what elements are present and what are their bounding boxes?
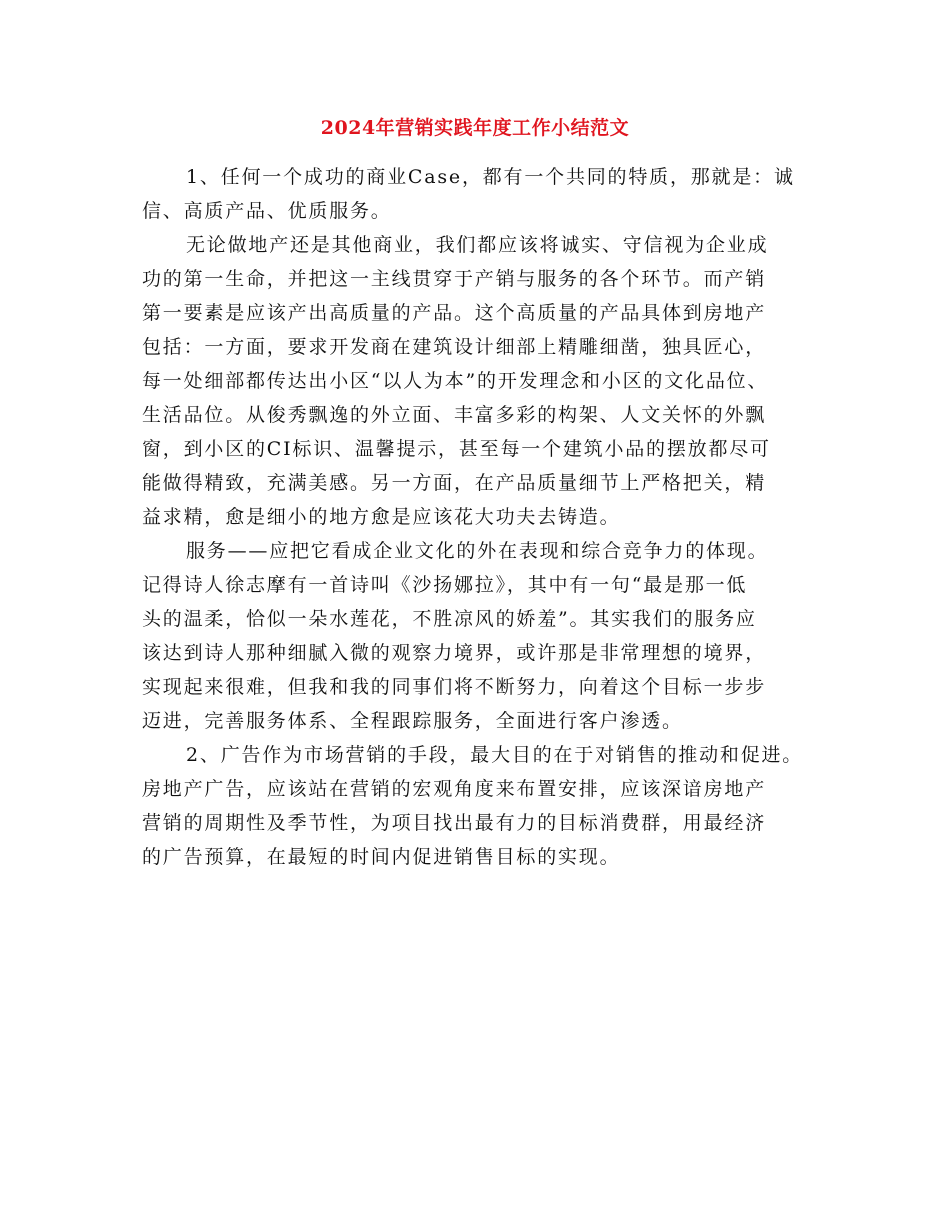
paragraph-line: 包括：一方面，要求开发商在建筑设计细部上精雕细凿，独具匠心， bbox=[142, 336, 767, 358]
paragraph-line: 该达到诗人那种细腻入微的观察力境界，或许那是非常理想的境界， bbox=[142, 642, 767, 664]
paragraph-line: 无论做地产还是其他商业，我们都应该将诚实、守信视为企业成 bbox=[186, 234, 769, 256]
document-body bbox=[142, 160, 822, 874]
paragraph-line: 的广告预算，在最短的时间内促进销售目标的实现。 bbox=[142, 846, 621, 868]
paragraph-line: 服务——应把它看成企业文化的外在表现和综合竞争力的体现。 bbox=[186, 540, 769, 562]
paragraph-line: 记得诗人徐志摩有一首诗叫《沙扬娜拉》，其中有一句“最是那一低 bbox=[142, 574, 748, 596]
paragraph-line: 功的第一生命，并把这一主线贯穿于产销与服务的各个环节。而产销 bbox=[142, 268, 767, 290]
paragraph-line: 2、广告作为市场营销的手段，最大目的在于对销售的推动和促进。 bbox=[186, 744, 804, 766]
paragraph-line: 第一要素是应该产出高质量的产品。这个高质量的产品具体到房地产 bbox=[142, 302, 767, 324]
document-title: 2024年营销实践年度工作小结范文 bbox=[320, 117, 630, 139]
paragraph-line: 实现起来很难，但我和我的同事们将不断努力，向着这个目标一步步 bbox=[142, 676, 767, 698]
paragraph-line: 营销的周期性及季节性，为项目找出最有力的目标消费群，用最经济 bbox=[142, 812, 767, 834]
paragraph-line: 能做得精致，充满美感。另一方面，在产品质量细节上严格把关，精 bbox=[142, 472, 767, 494]
paragraph-line: 迈进，完善服务体系、全程跟踪服务，全面进行客户渗透。 bbox=[142, 710, 683, 732]
paragraph-line: 益求精，愈是细小的地方愈是应该花大功夫去铸造。 bbox=[142, 506, 621, 528]
paragraph-line: 1、任何一个成功的商业Case，都有一个共同的特质，那就是：诚 bbox=[186, 166, 795, 188]
paragraph-line: 窗，到小区的CI标识、温馨提示，甚至每一个建筑小品的摆放都尽可 bbox=[142, 438, 771, 460]
paragraph-line: 信、高质产品、优质服务。 bbox=[142, 200, 392, 222]
paragraph-line: 头的温柔，恰似一朵水莲花，不胜凉风的娇羞”。其实我们的服务应 bbox=[142, 608, 757, 630]
paragraph-line: 房地产广告，应该站在营销的宏观角度来布置安排，应该深谙房地产 bbox=[142, 778, 767, 800]
paragraph-line: 每一处细部都传达出小区“以人为本”的开发理念和小区的文化品位、 bbox=[142, 370, 769, 392]
paragraph-line: 生活品位。从俊秀飘逸的外立面、丰富多彩的构架、人文关怀的外飘 bbox=[142, 404, 767, 426]
